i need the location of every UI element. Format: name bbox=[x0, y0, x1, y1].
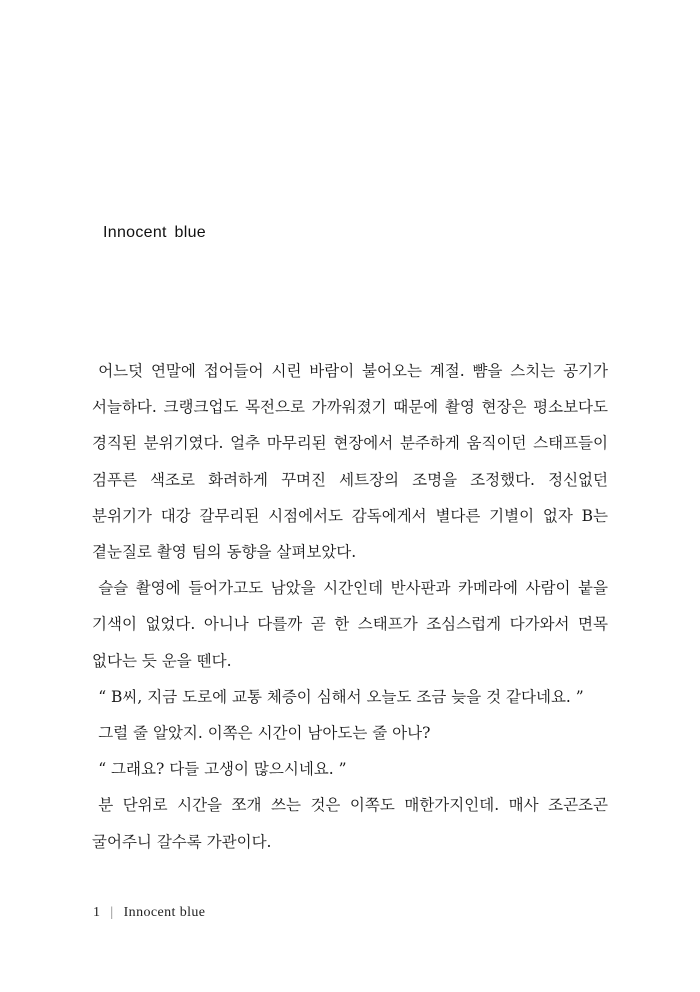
paragraph: 슬슬 촬영에 들어가고도 남았을 시간인데 반사판과 카메라에 사람이 붙을 기색이 없었다. 아니나 다를까 곧 한 스태프가 조심스럽게 다가와서 면목 없다는 듯 운을 뗀다. bbox=[92, 579, 608, 670]
page-number: 1 bbox=[93, 905, 101, 920]
paragraph: 어느덧 연말에 접어들어 시린 바람이 불어오는 계절. 뺨을 스치는 공기가 서늘하다. 크랭크업도 목전으로 가까워졌기 때문에 촬영 현장은 평소보다도 경직된 분위기였다. 얼추 마무리된 현장에서 분주하게 움직이던 스태프들이 검푸른 색조로 화려하게 꾸며진 세트장의 조명을 조정했다. 정신없던 분위기가 대강 갈무리된 시점에서도 감독에게서 별다른 기별이 없자 B는 곁눈질로 촬영 팀의 동향을 살펴보았다. bbox=[92, 362, 608, 562]
paragraph: 분 단위로 시간을 쪼개 쓰는 것은 이쪽도 매한가지인데. 매사 조곤조곤 굴어주니 갈수록 가관이다. bbox=[92, 796, 608, 851]
dialogue-line: “ B씨, 지금 도로에 교통 체증이 심해서 오늘도 조금 늦을 것 같다네요. ” bbox=[98, 687, 584, 706]
footer-separator: | bbox=[110, 905, 114, 920]
chapter-title: Innocent blue bbox=[103, 224, 206, 241]
paragraph: 그럴 줄 알았지. 이쪽은 시간이 남아도는 줄 아나? bbox=[98, 724, 431, 743]
body-text bbox=[92, 353, 608, 860]
dialogue-line: “ 그래요? 다들 고생이 많으시네요. ” bbox=[98, 760, 347, 779]
running-title: Innocent blue bbox=[123, 905, 206, 920]
page-footer bbox=[93, 905, 205, 921]
